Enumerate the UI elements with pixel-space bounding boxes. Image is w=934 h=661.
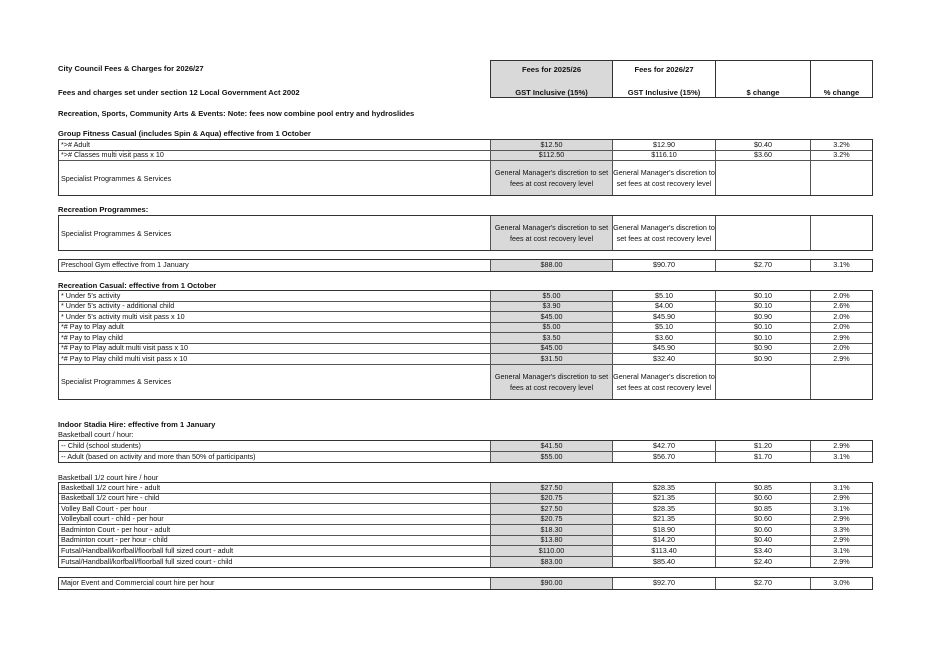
fee-description: Badminton court - per hour - child <box>59 536 491 546</box>
fee-table <box>58 577 873 590</box>
percent-change-label: % change <box>823 88 860 97</box>
table-row <box>59 441 872 452</box>
fee-2025-26: $3.50 <box>491 333 613 343</box>
table-row <box>59 291 872 302</box>
percent-change: 2.0% <box>833 291 850 300</box>
fee-table <box>58 482 873 568</box>
fee-2026-27: $45.90 <box>613 312 716 322</box>
table-row <box>59 536 872 547</box>
fee-2025-26: General Manager's discretion to set fees at cost recovery level <box>491 365 613 399</box>
table-row <box>59 302 872 313</box>
fee-2026-27: $28.35 <box>613 483 716 493</box>
percent-change: 3.1% <box>833 546 850 555</box>
fee-description: *# Pay to Play adult multi visit pass x 10 <box>59 344 491 354</box>
dollar-change: $0.60 <box>716 515 811 525</box>
fee-table <box>58 139 873 196</box>
dollar-change <box>716 161 811 195</box>
fee-description: Specialist Programmes & Services <box>59 365 491 399</box>
fee-2025-26: $41.50 <box>491 441 613 451</box>
column-header-fees-next-bottom: GST Inclusive (15%) <box>627 88 701 97</box>
fee-2025-26: $90.00 <box>491 578 613 589</box>
percent-change <box>811 216 872 250</box>
table-row <box>59 504 872 515</box>
percent-change: 2.6% <box>833 301 850 310</box>
percent-change: 3.1% <box>833 260 850 269</box>
fee-2025-26: $20.75 <box>491 494 613 504</box>
fee-table <box>58 440 873 463</box>
document-subtitle: Fees and charges set under section 12 Local Government Act 2002 <box>58 88 300 97</box>
percent-change: 2.9% <box>833 535 850 544</box>
fee-description: Preschool Gym effective from 1 January <box>59 260 491 271</box>
column-header-fees-next-top: Fees for 2026/27 <box>634 65 694 74</box>
fee-2026-27: $85.40 <box>613 557 716 568</box>
table-row <box>59 216 872 250</box>
table-row <box>59 452 872 463</box>
fee-2025-26: $12.50 <box>491 140 613 150</box>
percent-change: 2.9% <box>833 441 850 450</box>
fee-2025-26: $13.80 <box>491 536 613 546</box>
percent-change: 2.0% <box>833 343 850 352</box>
fee-2026-27: $42.70 <box>613 441 716 451</box>
fee-2026-27: General Manager's discretion to set fees at cost recovery level <box>613 161 716 195</box>
fee-description: Badminton Court - per hour - adult <box>59 525 491 535</box>
fee-2026-27: $28.35 <box>613 504 716 514</box>
fee-table <box>58 215 873 251</box>
table-row <box>59 161 872 195</box>
fee-2026-27: $4.00 <box>613 302 716 312</box>
table-row <box>59 557 872 568</box>
fee-2026-27: $21.35 <box>613 494 716 504</box>
dollar-change: $0.10 <box>716 323 811 333</box>
fee-2025-26: $27.50 <box>491 483 613 493</box>
dollar-change-label: $ change <box>746 88 780 97</box>
fee-2025-26: $20.75 <box>491 515 613 525</box>
fee-description: Basketball 1/2 court hire - child <box>59 494 491 504</box>
percent-change: 3.3% <box>833 525 850 534</box>
fee-2025-26: General Manager's discretion to set fees at cost recovery level <box>491 161 613 195</box>
table-row <box>59 260 872 271</box>
section-subheading: Basketball 1/2 court hire / hour <box>58 473 159 482</box>
table-row <box>59 546 872 557</box>
fee-description: Futsal/Handball/korfball/floorball full sized court - adult <box>59 546 491 556</box>
table-row <box>59 344 872 355</box>
fee-description: *># Classes multi visit pass x 10 <box>59 151 491 161</box>
fee-2026-27: $32.40 <box>613 354 716 364</box>
section-heading: Recreation Programmes: <box>58 205 149 214</box>
dollar-change: $2.70 <box>716 260 811 271</box>
dollar-change: $0.60 <box>716 525 811 535</box>
percent-change: 2.9% <box>833 514 850 523</box>
percent-change: 2.0% <box>833 322 850 331</box>
dollar-change: $0.40 <box>716 140 811 150</box>
fee-2025-26: $112.50 <box>491 151 613 161</box>
dollar-change: $0.85 <box>716 504 811 514</box>
fee-2026-27: General Manager's discretion to set fees at cost recovery level <box>613 216 716 250</box>
percent-change: 2.9% <box>833 354 850 363</box>
fee-2026-27: $5.10 <box>613 291 716 301</box>
table-row <box>59 483 872 494</box>
dollar-change: $0.90 <box>716 354 811 364</box>
fee-2026-27: $56.70 <box>613 452 716 463</box>
fee-2026-27: $14.20 <box>613 536 716 546</box>
table-row <box>59 333 872 344</box>
fee-description: Volley Ball Court - per hour <box>59 504 491 514</box>
section-heading: Group Fitness Casual (includes Spin & Aqua) effective from 1 October <box>58 129 311 138</box>
fee-2025-26: $5.00 <box>491 291 613 301</box>
dollar-change: $0.90 <box>716 344 811 354</box>
fee-description: Futsal/Handball/korfball/floorball full sized court - child <box>59 557 491 568</box>
dollar-change: $0.40 <box>716 536 811 546</box>
dollar-change <box>716 365 811 399</box>
dollar-change: $2.70 <box>716 578 811 589</box>
table-row <box>59 515 872 526</box>
table-row <box>59 140 872 151</box>
percent-change: 3.0% <box>833 578 850 587</box>
column-header-percent-change <box>810 60 873 98</box>
percent-change <box>811 365 872 399</box>
section-heading: Indoor Stadia Hire: effective from 1 January <box>58 420 216 429</box>
percent-change: 3.1% <box>833 504 850 513</box>
fee-description: Basketball 1/2 court hire - adult <box>59 483 491 493</box>
fee-2025-26: $27.50 <box>491 504 613 514</box>
table-row <box>59 151 872 162</box>
fee-2026-27: $18.90 <box>613 525 716 535</box>
fee-description: Major Event and Commercial court hire per hour <box>59 578 491 589</box>
fee-table <box>58 259 873 272</box>
fee-2025-26: General Manager's discretion to set fees at cost recovery level <box>491 216 613 250</box>
dollar-change: $0.10 <box>716 302 811 312</box>
table-row <box>59 494 872 505</box>
column-header-fees-2025-26 <box>490 60 613 98</box>
fee-description: *># Adult <box>59 140 491 150</box>
fee-2025-26: $88.00 <box>491 260 613 271</box>
dollar-change: $0.10 <box>716 291 811 301</box>
dollar-change: $0.85 <box>716 483 811 493</box>
fee-description: * Under 5's activity - additional child <box>59 302 491 312</box>
fee-description: * Under 5's activity multi visit pass x 10 <box>59 312 491 322</box>
fee-2025-26: $55.00 <box>491 452 613 463</box>
fee-table <box>58 290 873 400</box>
fee-2026-27: $3.60 <box>613 333 716 343</box>
fee-description: Specialist Programmes & Services <box>59 161 491 195</box>
fee-2025-26: $18.30 <box>491 525 613 535</box>
fee-2025-26: $45.00 <box>491 344 613 354</box>
fee-2025-26: $45.00 <box>491 312 613 322</box>
column-header-fees-prev-top: Fees for 2025/26 <box>521 65 582 74</box>
table-row <box>59 323 872 334</box>
fee-2026-27: General Manager's discretion to set fees at cost recovery level <box>613 365 716 399</box>
table-row <box>59 525 872 536</box>
section-note: Recreation, Sports, Community Arts & Events: Note: fees now combine pool entry and hydroslides <box>58 109 415 118</box>
fee-2025-26: $83.00 <box>491 557 613 568</box>
fee-description: Volleyball court - child - per hour <box>59 515 491 525</box>
fee-description: Specialist Programmes & Services <box>59 216 491 250</box>
percent-change: 3.1% <box>833 451 850 461</box>
fee-2026-27: $21.35 <box>613 515 716 525</box>
percent-change: 2.9% <box>833 556 850 566</box>
table-row <box>59 312 872 323</box>
dollar-change: $0.90 <box>716 312 811 322</box>
table-row <box>59 578 872 589</box>
fee-2026-27: $113.40 <box>613 546 716 556</box>
fee-description: *# Pay to Play child <box>59 333 491 343</box>
fee-2026-27: $12.90 <box>613 140 716 150</box>
table-row <box>59 354 872 365</box>
fee-description: -- Child (school students) <box>59 441 491 451</box>
fee-2025-26: $5.00 <box>491 323 613 333</box>
column-header-fees-2026-27 <box>612 60 716 98</box>
table-row <box>59 365 872 399</box>
percent-change: 2.0% <box>833 312 850 321</box>
dollar-change: $3.60 <box>716 151 811 161</box>
fee-description: * Under 5's activity <box>59 291 491 301</box>
percent-change: 3.2% <box>833 140 850 149</box>
section-heading: Recreation Casual: effective from 1 October <box>58 281 217 290</box>
fee-2025-26: $110.00 <box>491 546 613 556</box>
column-header-dollar-change <box>715 60 811 98</box>
fee-2026-27: $5.10 <box>613 323 716 333</box>
fee-2026-27: $90.70 <box>613 260 716 271</box>
percent-change <box>811 161 872 195</box>
dollar-change: $1.20 <box>716 441 811 451</box>
dollar-change: $3.40 <box>716 546 811 556</box>
fee-description: *# Pay to Play child multi visit pass x 10 <box>59 354 491 364</box>
percent-change: 3.1% <box>833 483 850 492</box>
fee-2026-27: $116.10 <box>613 151 716 161</box>
percent-change: 3.2% <box>833 150 850 159</box>
fee-2026-27: $45.90 <box>613 344 716 354</box>
percent-change: 2.9% <box>833 333 850 342</box>
fee-2025-26: $3.90 <box>491 302 613 312</box>
fee-2025-26: $31.50 <box>491 354 613 364</box>
dollar-change: $2.40 <box>716 557 811 568</box>
percent-change: 2.9% <box>833 493 850 502</box>
fee-description: -- Adult (based on activity and more than 50% of participants) <box>59 452 491 463</box>
dollar-change: $1.70 <box>716 452 811 463</box>
dollar-change: $0.60 <box>716 494 811 504</box>
fee-description: *# Pay to Play adult <box>59 323 491 333</box>
column-header-fees-prev-bottom: GST Inclusive (15%) <box>515 88 588 97</box>
dollar-change: $0.10 <box>716 333 811 343</box>
section-subheading: Basketball court / hour: <box>58 430 134 439</box>
dollar-change <box>716 216 811 250</box>
fee-2026-27: $92.70 <box>613 578 716 589</box>
document-title: City Council Fees & Charges for 2026/27 <box>58 64 204 73</box>
